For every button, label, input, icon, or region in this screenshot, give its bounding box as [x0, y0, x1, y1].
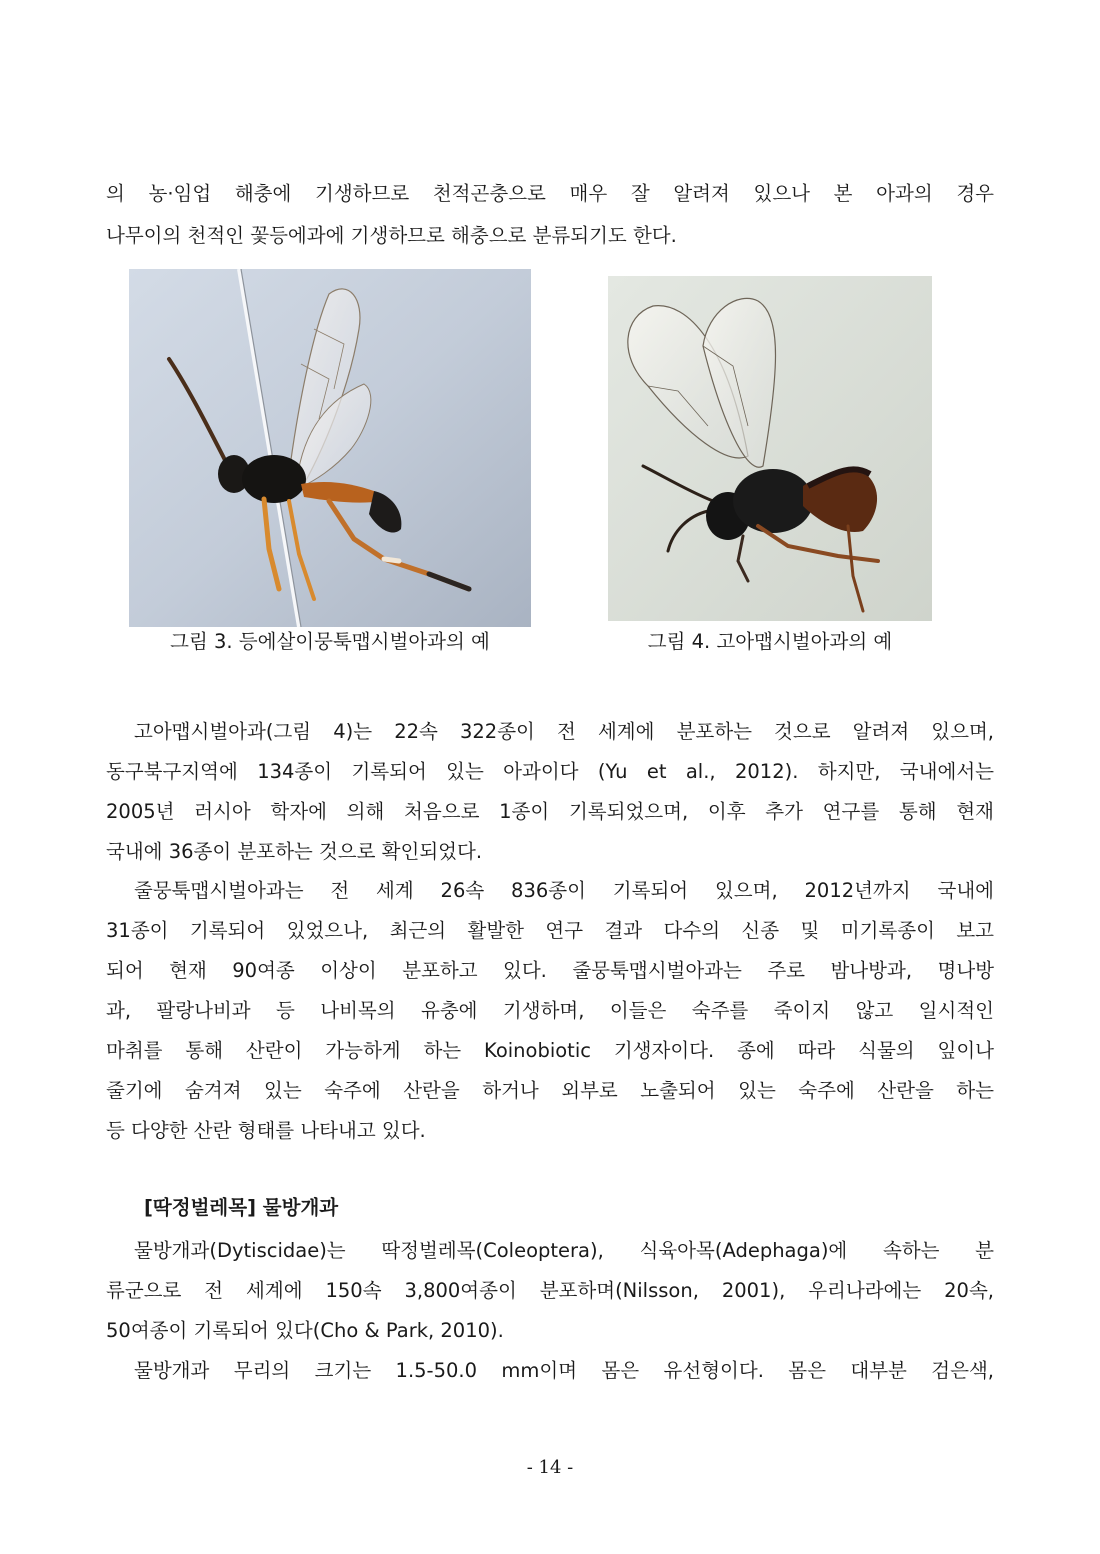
- para1-line-4: 국내에 36종이 분포하는 것으로 확인되었다.: [106, 840, 483, 863]
- section-heading: [딱정벌레목] 물방개과: [144, 1196, 339, 1219]
- figure-4-image: [608, 276, 932, 621]
- para2-line-1: 줄뭉툭맵시벌아과는 전 세계 26속 836종이 기록되어 있으며, 2012년까지 국내에: [134, 879, 994, 902]
- para1-line-2: 동구북구지역에 134종이 기록되어 있는 아과이다 (Yu et al., 2012). 하지만, 국내에서는: [106, 760, 994, 783]
- para2-line-4: 과, 팔랑나비과 등 나비목의 유충에 기생하며, 이들은 숙주를 죽이지 않고 일시적인: [106, 999, 994, 1022]
- intro-line-2: 나무이의 천적인 꽃등에과에 기생하므로 해충으로 분류되기도 한다.: [106, 224, 677, 247]
- page-number: - 14 -: [526, 1457, 574, 1478]
- para2-line-5: 마취를 통해 산란이 가능하게 하는 Koinobiotic 기생자이다. 종에 따라 식물의 잎이나: [106, 1039, 994, 1062]
- figure-4-caption: 그림 4. 고아맵시벌아과의 예: [647, 630, 893, 653]
- para3-line-3: 50여종이 기록되어 있다(Cho & Park, 2010).: [106, 1319, 504, 1342]
- intro-line-1: 의 농·임업 해충에 기생하므로 천적곤충으로 매우 잘 알려져 있으나 본 아과의 경우: [106, 182, 994, 205]
- para3-line-1: 물방개과(Dytiscidae)는 딱정벌레목(Coleoptera), 식육아목(Adephaga)에 속하는 분: [134, 1239, 994, 1262]
- para1-line-3: 2005년 러시아 학자에 의해 처음으로 1종이 기록되었으며, 이후 추가 연구를 통해 현재: [106, 800, 994, 823]
- wasp-photo: [608, 276, 932, 621]
- para2-line-6: 줄기에 숨겨져 있는 숙주에 산란을 하거나 외부로 노출되어 있는 숙주에 산란을 하는: [106, 1079, 994, 1102]
- figure-3-caption: 그림 3. 등에살이뭉툭맵시벌아과의 예: [170, 630, 490, 653]
- figure-3-image: [129, 269, 531, 627]
- para4-line-1: 물방개과 무리의 크기는 1.5-50.0 mm이며 몸은 유선형이다. 몸은 대부분 검은색,: [134, 1359, 994, 1382]
- wasp-on-pin-photo: [129, 269, 531, 627]
- para2-line-3: 되어 현재 90여종 이상이 분포하고 있다. 줄뭉툭맵시벌아과는 주로 밤나방과, 명나방: [106, 959, 994, 982]
- para1-line-1: 고아맵시벌아과(그림 4)는 22속 322종이 전 세계에 분포하는 것으로 알려져 있으며,: [134, 720, 994, 743]
- para3-line-2: 류군으로 전 세계에 150속 3,800여종이 분포하며(Nilsson, 2001), 우리나라에는 20속,: [106, 1279, 994, 1302]
- para2-line-7: 등 다양한 산란 형태를 나타내고 있다.: [106, 1119, 426, 1142]
- para2-line-2: 31종이 기록되어 있었으나, 최근의 활발한 연구 결과 다수의 신종 및 미기록종이 보고: [106, 919, 994, 942]
